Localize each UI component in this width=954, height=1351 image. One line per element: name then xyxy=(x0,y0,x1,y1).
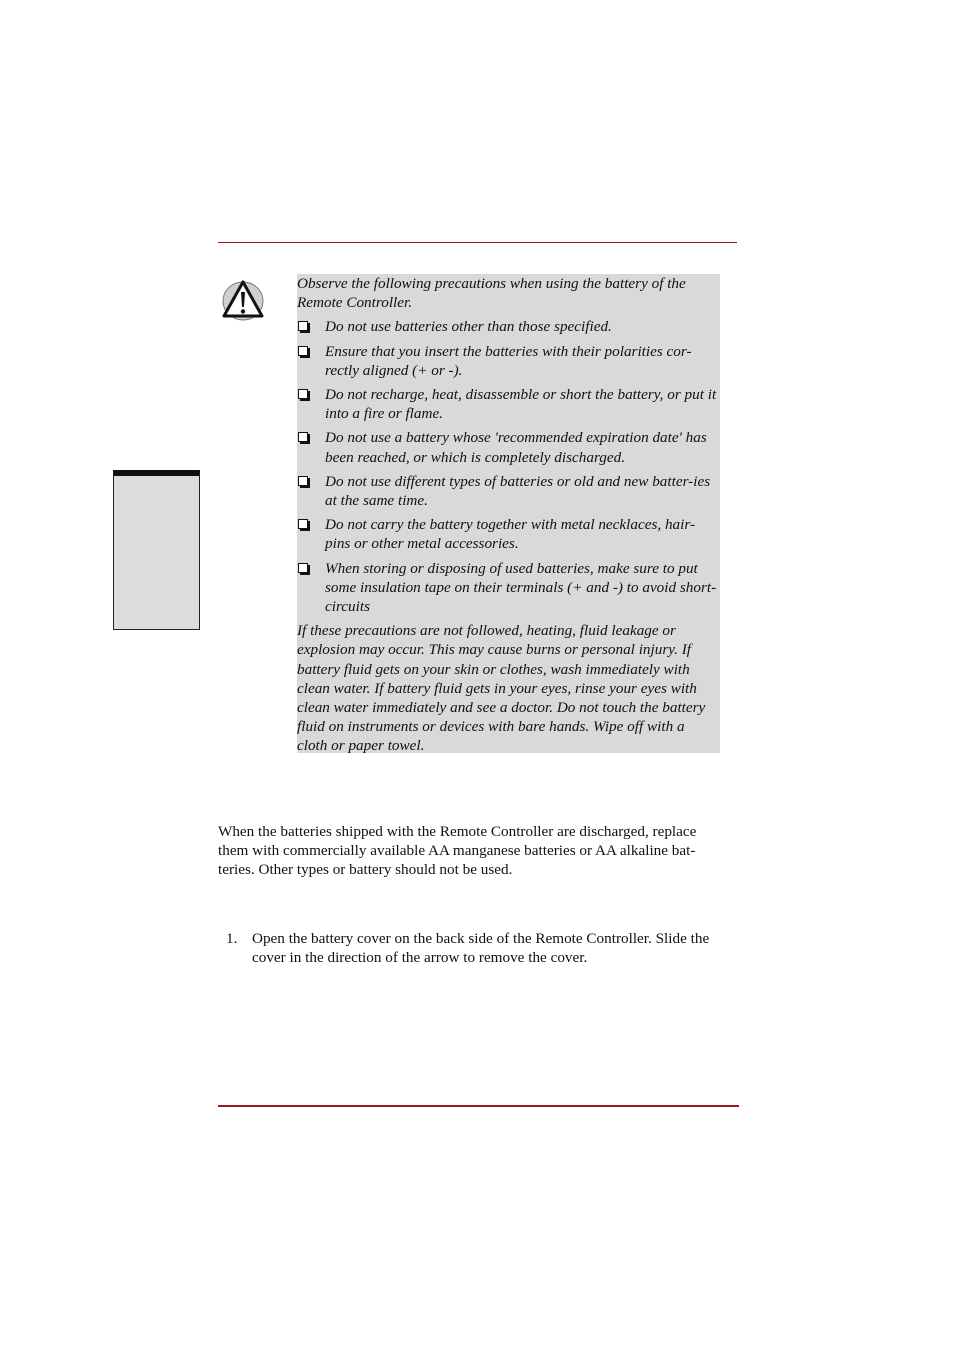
checkbox-bullet-icon xyxy=(298,519,308,529)
checkbox-bullet-icon xyxy=(298,321,308,331)
caution-intro: Observe the following precautions when using the battery of the Remote Controller. xyxy=(297,275,686,312)
checkbox-bullet-icon xyxy=(298,476,308,486)
caution-list xyxy=(297,317,718,616)
step-item xyxy=(226,929,736,967)
checkbox-bullet-icon xyxy=(298,346,308,356)
checkbox-bullet-icon xyxy=(298,389,308,399)
caution-closing: If these precautions are not followed, heating, fluid leakage or explosion may occur. This may cause burns or personal injury. If battery fluid gets on your skin or clothes, wash immediately with clean water. If battery fluid gets in your eyes, rinse your eyes with clean water immediately and see a doctor. Do not touch the battery fluid on instruments or devices with bare hands. Wipe off with a cloth or paper towel. xyxy=(297,622,706,755)
list-item: Do not use batteries other than those specified. xyxy=(297,317,718,336)
list-item: Ensure that you insert the batteries with their polarities cor-rectly aligned (+ or -). xyxy=(297,342,718,380)
list-item: When storing or disposing of used batteries, make sure to put some insulation tape on their terminals (+ and -) to avoid short-circuits xyxy=(297,559,718,617)
checkbox-bullet-icon xyxy=(298,432,308,442)
step-text: Open the battery cover on the back side of the Remote Controller. Slide the cover in the direction of the arrow to remove the cover. xyxy=(252,930,710,967)
list-item: Do not use a battery whose 'recommended expiration date' has been reached, or which is completely discharged. xyxy=(297,428,718,466)
caution-box xyxy=(297,274,720,753)
list-item: Do not use different types of batteries or old and new batter-ies at the same time. xyxy=(297,472,718,510)
header-rule xyxy=(218,242,737,243)
list-item: Do not carry the battery together with metal necklaces, hair-pins or other metal accessories. xyxy=(297,515,718,553)
step-number: 1. xyxy=(226,930,238,947)
body-paragraph: When the batteries shipped with the Remote Controller are discharged, replace them with commercially available AA manganese batteries or AA alkaline bat-teries. Other types or battery should not be used. xyxy=(218,823,697,879)
warning-triangle-icon xyxy=(220,278,266,322)
checkbox-bullet-icon xyxy=(298,563,308,573)
list-item: Do not recharge, heat, disassemble or short the battery, or put it into a fire or flame. xyxy=(297,385,718,423)
footer-rule xyxy=(218,1105,739,1107)
chapter-side-tab xyxy=(113,470,200,630)
